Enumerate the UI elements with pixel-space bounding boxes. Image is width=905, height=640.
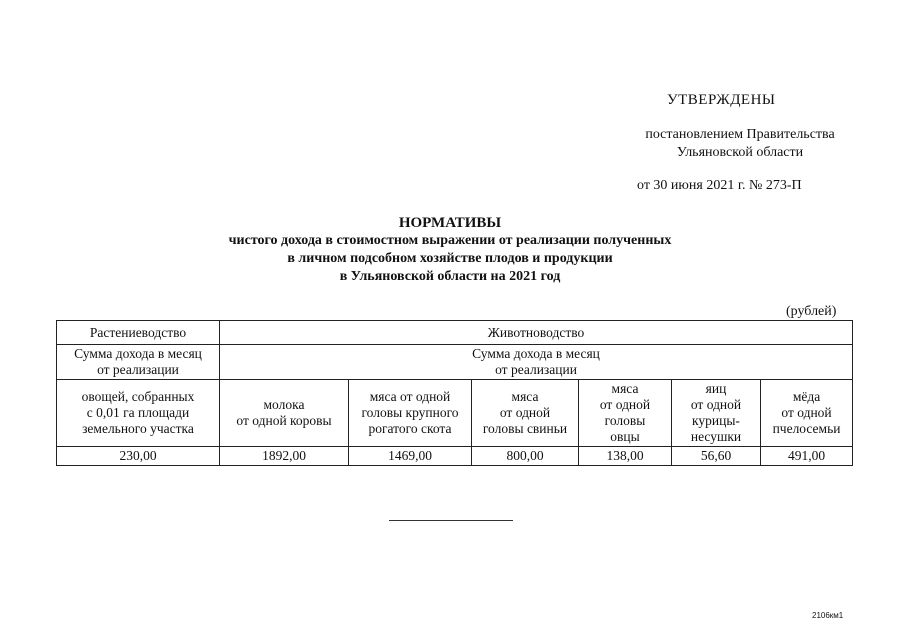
approval-authority-line1: постановлением Правительства — [645, 127, 835, 142]
table-row — [57, 447, 853, 466]
column-header-vegetables — [57, 380, 220, 447]
column-header-honey — [761, 380, 853, 447]
column-header-line: от одной — [781, 405, 832, 420]
value-honey: 491,00 — [761, 447, 853, 466]
value-eggs: 56,60 — [672, 447, 761, 466]
group-animal-header: Животноводство — [220, 321, 853, 345]
column-header-line: от одной коровы — [236, 413, 332, 428]
sum-animal-line1: Сумма дохода в месяц — [472, 346, 600, 361]
value-milk: 1892,00 — [220, 447, 349, 466]
column-header-line: овощей, собранных — [81, 389, 195, 404]
unit-label: (рублей) — [786, 304, 837, 319]
column-header-line: головы — [604, 413, 646, 428]
sum-plant-line1: Сумма дохода в месяц — [74, 346, 202, 361]
column-header-line: курицы- — [692, 413, 740, 428]
document-code: 2106км1 — [812, 611, 844, 620]
column-header-line: молока — [263, 397, 305, 412]
value-sheep-meat: 138,00 — [579, 447, 672, 466]
group-plant-header: Растениеводство — [57, 321, 220, 345]
column-header-line: с 0,01 га площади — [86, 405, 190, 420]
value-cattle-meat: 1469,00 — [349, 447, 472, 466]
column-header-line: мяса — [611, 381, 639, 396]
column-header-line: рогатого скота — [368, 421, 452, 436]
value-vegetables: 230,00 — [57, 447, 220, 466]
approval-authority — [620, 126, 860, 162]
title-line3: в личном подсобном хозяйстве плодов и продукции — [287, 251, 613, 266]
sum-animal-line2: от реализации — [495, 362, 577, 377]
closing-divider — [389, 520, 513, 521]
table-row — [57, 321, 853, 345]
column-header-line: от одной — [690, 397, 742, 412]
column-header-line: от одной — [499, 405, 551, 420]
column-header-cattle-meat — [349, 380, 472, 447]
document-title — [150, 214, 750, 286]
approval-date: от 30 июня 2021 г. № 273-П — [637, 178, 802, 193]
approved-label: УТВЕРЖДЕНЫ — [667, 92, 776, 108]
value-pig-meat: 800,00 — [472, 447, 579, 466]
column-header-pig-meat — [472, 380, 579, 447]
sum-plant-line2: от реализации — [97, 362, 179, 377]
sum-animal-header — [220, 345, 853, 380]
column-header-line: овцы — [610, 429, 640, 444]
column-header-line: мяса — [511, 389, 539, 404]
table-row — [57, 380, 853, 447]
norms-table — [56, 320, 853, 466]
title-line2: чистого дохода в стоимостном выражении от реализации полученных — [228, 233, 672, 248]
column-header-milk — [220, 380, 349, 447]
approval-authority-line2: Ульяновской области — [676, 145, 804, 160]
column-header-line: земельного участка — [82, 421, 194, 436]
table-row — [57, 345, 853, 380]
title-line1: НОРМАТИВЫ — [398, 215, 502, 231]
column-header-line: пчелосемьи — [772, 421, 841, 436]
column-header-line: головы свиньи — [482, 421, 568, 436]
column-header-line: мёда — [792, 389, 821, 404]
column-header-line: головы крупного — [361, 405, 459, 420]
column-header-line: яиц — [705, 381, 727, 396]
column-header-eggs — [672, 380, 761, 447]
sum-plant-header — [57, 345, 220, 380]
column-header-sheep-meat — [579, 380, 672, 447]
column-header-line: несушки — [690, 429, 742, 444]
column-header-line: мяса от одной — [369, 389, 451, 404]
title-line4: в Ульяновской области на 2021 год — [339, 269, 561, 284]
column-header-line: от одной — [599, 397, 651, 412]
